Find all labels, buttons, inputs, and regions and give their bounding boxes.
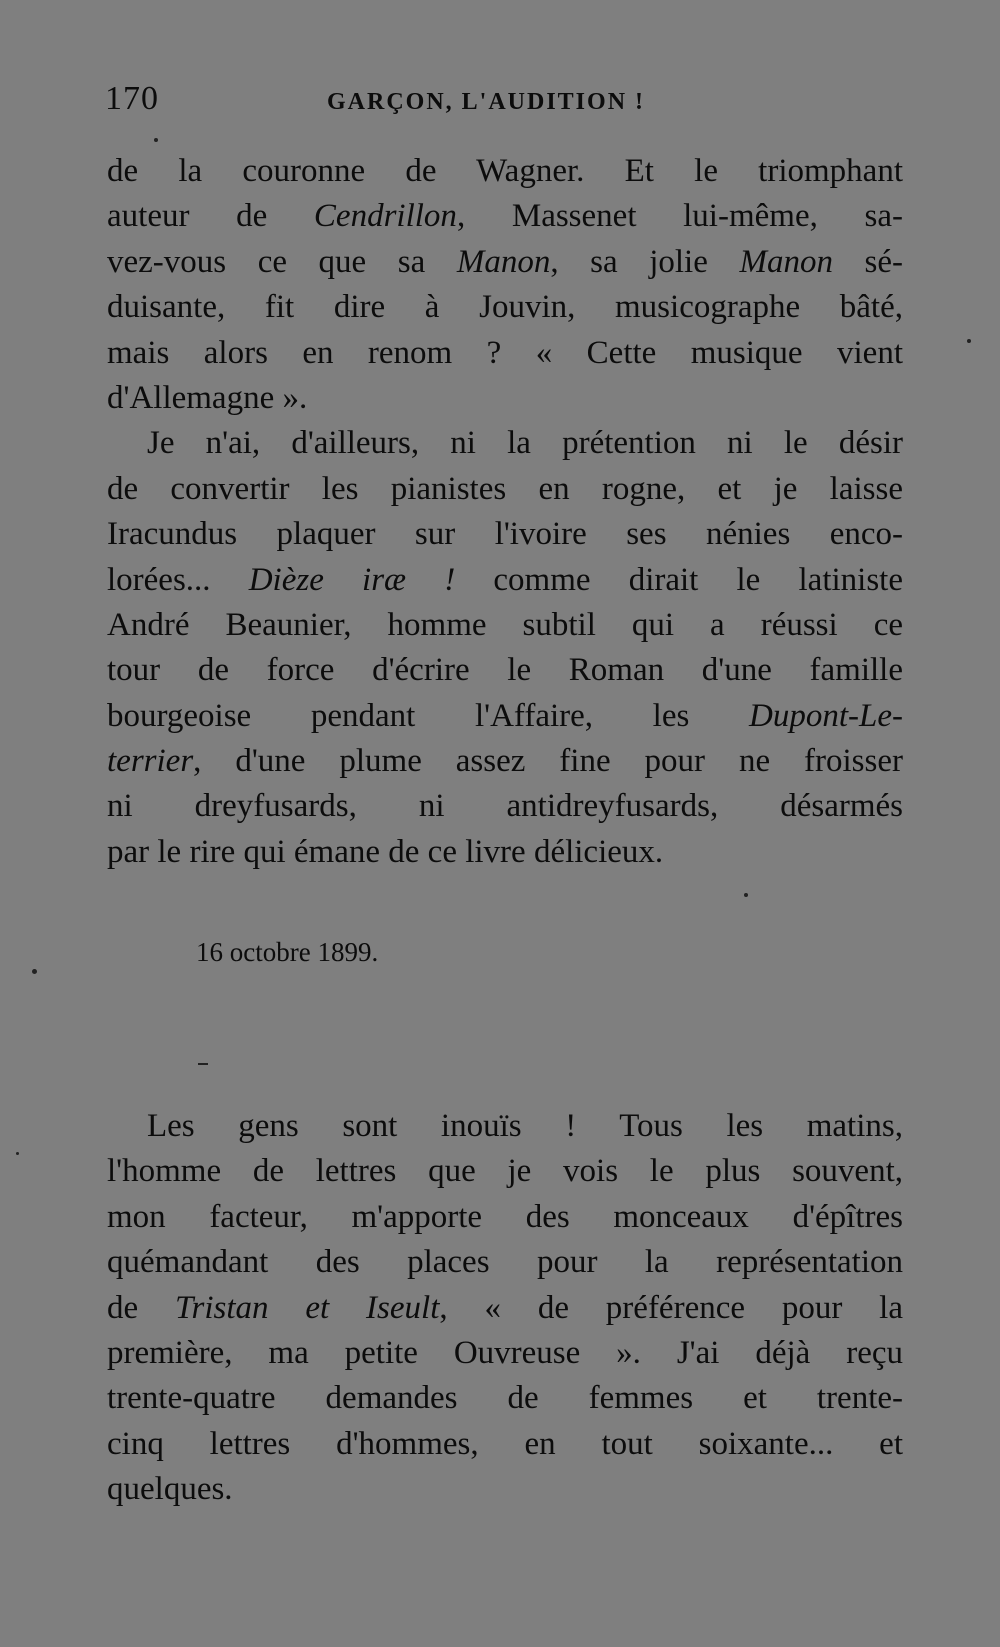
print-speck — [154, 138, 158, 142]
print-speck — [967, 339, 971, 343]
body-text-bottom — [107, 1104, 903, 1513]
text-line: terrier, d'une plume assez fine pour ne froisser — [107, 743, 903, 780]
text-line: quelques. — [107, 1471, 233, 1508]
page-header — [105, 80, 905, 130]
text-line: l'homme de lettres que je vois le plus souvent, — [107, 1153, 903, 1190]
italic-title: Cendrillon — [313, 198, 457, 235]
italic-title: Manon — [739, 243, 833, 280]
text-line: bourgeoise pendant l'Affaire, les Dupont-Le- — [107, 697, 903, 734]
text-line: duisante, fit dire à Jouvin, musicographe bâté, — [107, 289, 903, 326]
separator-mark — [198, 1063, 208, 1065]
text-line: Les gens sont inouïs ! Tous les matins, — [147, 1108, 903, 1144]
text-line: Je n'ai, d'ailleurs, ni la prétention ni le désir — [147, 425, 903, 462]
print-speck — [32, 969, 37, 974]
dateline: 16 octobre 1899. — [196, 937, 379, 967]
text-line: auteur de Cendrillon, Massenet lui-même, sa- — [107, 198, 903, 235]
text-line: par le rire qui émane de ce livre délicieux. — [107, 833, 664, 870]
text-line: de convertir les pianistes en rogne, et je laisse — [107, 470, 903, 507]
print-speck — [16, 1152, 19, 1155]
body-text-top — [107, 149, 903, 875]
text-line: lorées... Dièze iræ ! comme dirait le latiniste — [107, 561, 903, 598]
text-line: d'Allemagne ». — [107, 379, 308, 416]
italic-title: Dièze iræ ! — [248, 561, 456, 598]
text-line: de Tristan et Iseult, « de préférence pour la — [107, 1289, 903, 1326]
text-line: trente-quatre demandes de femmes et trente- — [107, 1380, 903, 1417]
text-line: André Beaunier, homme subtil qui a réussi ce — [107, 606, 903, 643]
text-line: cinq lettres d'hommes, en tout soixante... et — [107, 1425, 903, 1462]
text-line: vez-vous ce que sa Manon, sa jolie Manon sé- — [107, 243, 903, 280]
text-line: de la couronne de Wagner. Et le triomphant — [107, 153, 903, 189]
text-line: mais alors en renom ? « Cette musique vient — [107, 334, 903, 371]
running-head: GARÇON, L'AUDITION ! — [327, 89, 646, 115]
page-number: 170 — [105, 80, 159, 117]
text-line: Iracundus plaquer sur l'ivoire ses nénies enco- — [107, 516, 903, 553]
italic-title: Tristan et Iseult — [175, 1289, 440, 1326]
text-line: quémandant des places pour la représentation — [107, 1244, 903, 1281]
print-speck — [744, 893, 748, 897]
italic-title: Dupont-Le- — [749, 697, 903, 734]
text-line: première, ma petite Ouvreuse ». J'ai déjà reçu — [107, 1334, 903, 1371]
text-line: ni dreyfusards, ni antidreyfusards, désarmés — [107, 788, 903, 825]
text-line: mon facteur, m'apporte des monceaux d'épîtres — [107, 1198, 903, 1235]
text-line: tour de force d'écrire le Roman d'une famille — [107, 652, 903, 689]
italic-title: terrier — [107, 743, 194, 780]
italic-title: Manon — [456, 243, 551, 280]
